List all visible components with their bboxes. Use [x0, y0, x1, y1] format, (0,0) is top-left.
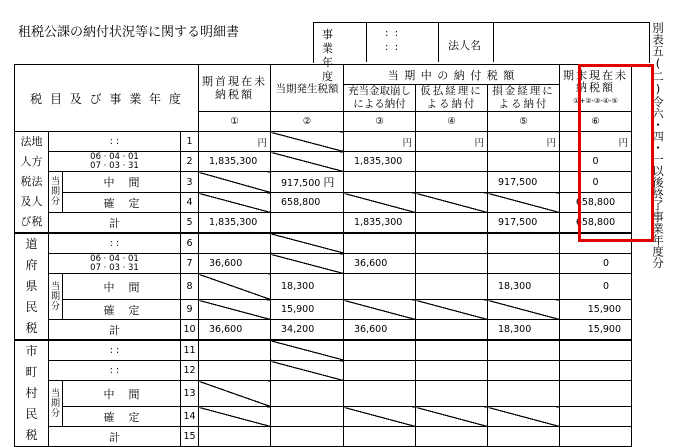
table-row — [15, 132, 632, 152]
period-value[interactable]: : : : : — [385, 28, 399, 53]
cell-c1-disabled — [199, 407, 271, 427]
cell-c1[interactable] — [199, 427, 271, 447]
cell-c3-disabled — [344, 193, 416, 213]
cell-c1[interactable] — [199, 233, 271, 254]
table-row — [15, 152, 632, 172]
cell-c4[interactable] — [416, 213, 488, 234]
cell-c4[interactable] — [416, 320, 488, 341]
table-row — [15, 274, 632, 300]
tax-payment-table — [14, 64, 632, 447]
cell-c5[interactable] — [488, 233, 560, 254]
table-row — [15, 361, 632, 381]
form-title: 租税公課の納付状況等に関する明細書 — [18, 25, 240, 40]
col4-label: 仮払経理による納付 — [420, 85, 483, 110]
total-label: 計 — [49, 213, 181, 234]
row-number: 9 — [181, 300, 199, 320]
col6-formula: ①+②-③-④-⑤ — [573, 96, 618, 105]
current-period-label: 当 期 分 — [49, 381, 63, 427]
table-row — [15, 193, 632, 213]
table-row — [15, 172, 632, 193]
section-pref-tax: 道 府 県 民 税 — [15, 233, 49, 340]
cell-c1-disabled — [199, 193, 271, 213]
col1-number: ① — [199, 112, 271, 132]
cell-c4-disabled — [416, 193, 488, 213]
table-row — [15, 213, 632, 234]
form-side-label: 別表五(二)令六・四・一以後終了事業年度分 — [651, 22, 665, 269]
cell-c2[interactable] — [271, 407, 344, 427]
table-row — [15, 427, 632, 447]
col4-header — [416, 85, 488, 112]
table-row — [15, 381, 632, 407]
cell-c3[interactable] — [344, 274, 416, 300]
cell-c3[interactable] — [344, 427, 416, 447]
cell-c2-disabled — [271, 254, 344, 274]
cell-c3[interactable]: 36,600 — [344, 320, 416, 341]
cell-c1[interactable]: 36,600 — [199, 320, 271, 341]
cell-c6[interactable] — [560, 381, 632, 407]
row-number: 7 — [181, 254, 199, 274]
yen-unit: 円 — [257, 137, 267, 149]
col2-number: ② — [271, 112, 344, 132]
final-label: 確 定 — [63, 300, 181, 320]
section-muni-tax: 市 町 村 民 税 — [15, 340, 49, 447]
cell-c5[interactable]: 917,500 — [488, 213, 560, 234]
cell-c1[interactable]: 1,835,300 — [199, 213, 271, 234]
divider — [493, 22, 494, 62]
interim-label: 中 間 — [63, 274, 181, 300]
tax-item-header — [15, 65, 199, 132]
table-row — [15, 300, 632, 320]
col1-header — [199, 65, 271, 112]
row-number: 14 — [181, 407, 199, 427]
cell-c6[interactable] — [560, 340, 632, 361]
row-number: 12 — [181, 361, 199, 381]
cell-c1-disabled — [199, 300, 271, 320]
current-period-label: 当 期 分 — [49, 172, 63, 213]
row-number: 2 — [181, 152, 199, 172]
interim-label: 中 間 — [63, 172, 181, 193]
total-label: 計 — [49, 320, 181, 341]
cell-c3-disabled — [344, 300, 416, 320]
yen-unit: 円 — [546, 137, 556, 149]
row-number: 13 — [181, 381, 199, 407]
divider — [366, 22, 367, 62]
cell-c3[interactable]: 36,600 — [344, 254, 416, 274]
cell-c2[interactable] — [271, 213, 344, 234]
row-number: 6 — [181, 233, 199, 254]
yen-unit: 円 — [323, 176, 335, 189]
cell-c5[interactable] — [488, 254, 560, 274]
highlight-box — [578, 64, 654, 242]
cell-c6[interactable]: 658,800 — [560, 193, 632, 213]
row-number: 10 — [181, 320, 199, 341]
col5-number: ⑤ — [488, 112, 560, 132]
yen-unit: 円 — [402, 137, 412, 149]
cell-c6[interactable] — [560, 407, 632, 427]
cell-c5[interactable]: 917,500 — [488, 172, 560, 193]
row-number: 11 — [181, 340, 199, 361]
col5-label: 損金経理による納付 — [492, 85, 555, 110]
col2-header — [271, 65, 344, 112]
cell-c1[interactable] — [199, 340, 271, 361]
cell-c2-disabled — [271, 152, 344, 172]
cell-c5[interactable] — [488, 427, 560, 447]
cell-c4[interactable] — [416, 340, 488, 361]
cell-c5[interactable]: 18,300 — [488, 320, 560, 341]
divider — [438, 22, 439, 62]
cell-c1-disabled — [199, 381, 271, 407]
period-dates[interactable]: 06 · 04 · 01 07 · 03 · 31 — [49, 152, 181, 172]
cell-c2-disabled — [271, 233, 344, 254]
col3-label: 充当金取崩しによる納付 — [348, 85, 411, 110]
cell-c6[interactable]: 0 — [560, 254, 632, 274]
cell-c3[interactable] — [344, 233, 416, 254]
row-number: 1 — [181, 132, 199, 152]
cell-c5-disabled — [488, 193, 560, 213]
row-number: 5 — [181, 213, 199, 234]
payment-group-header — [344, 65, 560, 85]
col1-label: 期首現在未納税額 — [202, 75, 267, 101]
col3-header — [344, 85, 416, 112]
cell-c6[interactable] — [560, 427, 632, 447]
cell-c3[interactable] — [344, 361, 416, 381]
cell-c6[interactable]: 0 — [560, 152, 632, 172]
cell-c4[interactable] — [416, 381, 488, 407]
cell-c2[interactable]: 34,200 — [271, 320, 344, 341]
cell-c1-disabled — [199, 274, 271, 300]
col3-number: ③ — [344, 112, 416, 132]
cell-c5[interactable]: 18,300 — [488, 274, 560, 300]
cell-c2[interactable] — [271, 381, 344, 407]
cell-c2[interactable]: 658,800 — [271, 193, 344, 213]
cell-c3[interactable] — [344, 381, 416, 407]
cell-c2[interactable]: 15,900 — [271, 300, 344, 320]
cell-c6[interactable]: 0 — [560, 172, 632, 193]
cell-c5[interactable] — [488, 361, 560, 381]
table-row — [15, 407, 632, 427]
group-label: 当 期 中 の 納 付 税 額 — [387, 68, 516, 82]
corp-name-field[interactable] — [495, 24, 645, 60]
row-number: 4 — [181, 193, 199, 213]
cell-c2-disabled — [271, 361, 344, 381]
cell-c2[interactable]: 18,300 — [271, 274, 344, 300]
period-colon[interactable]: : : — [49, 361, 181, 381]
cell-c1[interactable]: 1,835,300 — [199, 152, 271, 172]
cell-c6[interactable] — [560, 361, 632, 381]
cell-c5[interactable] — [488, 381, 560, 407]
cell-c3[interactable] — [344, 132, 416, 152]
cell-c3[interactable]: 1,835,300 — [344, 152, 416, 172]
col6-number: ⑥ — [560, 112, 632, 132]
row-number: 3 — [181, 172, 199, 193]
cell-c4[interactable] — [416, 361, 488, 381]
period-colon[interactable]: : : — [49, 340, 181, 361]
col5-header — [488, 85, 560, 112]
cell-c2-disabled — [271, 132, 344, 152]
period-colon[interactable]: : : — [49, 132, 181, 152]
tax-item-label: 税 目 及 び 事 業 年 度 — [30, 91, 183, 106]
cell-c5-disabled — [488, 407, 560, 427]
cell-c2-value: 917,500 — [281, 178, 321, 189]
period-colon[interactable]: : : — [49, 233, 181, 254]
cell-c4-disabled — [416, 300, 488, 320]
cell-c2[interactable] — [271, 427, 344, 447]
cell-c3[interactable] — [344, 172, 416, 193]
cell-c1[interactable] — [199, 361, 271, 381]
total-label: 計 — [49, 427, 181, 447]
cell-c4[interactable] — [416, 172, 488, 193]
col6-label: 期末現在未納税額 — [563, 68, 628, 94]
cell-c5[interactable] — [488, 340, 560, 361]
cell-c1[interactable] — [199, 132, 271, 152]
cell-c5[interactable] — [488, 152, 560, 172]
cell-c6[interactable]: 15,900 — [560, 320, 632, 341]
cell-c4[interactable] — [416, 152, 488, 172]
cell-c4-disabled — [416, 407, 488, 427]
final-label: 確 定 — [63, 407, 181, 427]
cell-c6[interactable]: 658,800 — [560, 213, 632, 234]
yen-unit: 円 — [618, 137, 628, 149]
cell-c6[interactable]: 0 — [560, 274, 632, 300]
table-row — [15, 320, 632, 341]
cell-c1[interactable]: 36,600 — [199, 254, 271, 274]
table-row — [15, 340, 632, 361]
cell-c2-disabled — [271, 340, 344, 361]
cell-c4[interactable] — [416, 132, 488, 152]
cell-c2[interactable] — [271, 172, 344, 193]
cell-c5[interactable] — [488, 132, 560, 152]
cell-c4[interactable] — [416, 427, 488, 447]
cell-c3[interactable]: 1,835,300 — [344, 213, 416, 234]
cell-c4[interactable] — [416, 274, 488, 300]
current-period-label: 当 期 分 — [49, 274, 63, 320]
corp-name-label: 法人名 — [448, 39, 481, 52]
cell-c3-disabled — [344, 407, 416, 427]
cell-c4[interactable] — [416, 254, 488, 274]
cell-c6[interactable]: 15,900 — [560, 300, 632, 320]
period-dates[interactable]: 06 · 04 · 01 07 · 03 · 31 — [49, 254, 181, 274]
cell-c4[interactable] — [416, 233, 488, 254]
cell-c3[interactable] — [344, 340, 416, 361]
col2-label: 当期発生税額 — [275, 82, 339, 95]
table-row — [15, 254, 632, 274]
period-label: 事 業 年 度 — [322, 28, 339, 83]
section-corp-tax: 法地 人方 税法 及人 び税 — [15, 132, 49, 234]
yen-unit: 円 — [474, 137, 484, 149]
final-label: 確 定 — [63, 193, 181, 213]
cell-c1-disabled — [199, 172, 271, 193]
table-row — [15, 233, 632, 254]
cell-c5-disabled — [488, 300, 560, 320]
interim-label: 中 間 — [63, 381, 181, 407]
col4-number: ④ — [416, 112, 488, 132]
row-number: 8 — [181, 274, 199, 300]
row-number: 15 — [181, 427, 199, 447]
